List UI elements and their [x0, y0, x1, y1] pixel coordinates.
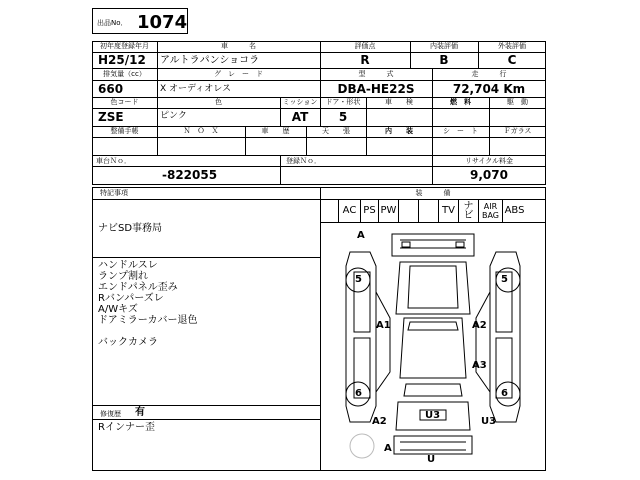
- damage-right-front-door: A2: [472, 320, 487, 331]
- reg-no-label: 登録Ｎｏ．: [286, 157, 321, 165]
- color-value: ピンク: [160, 111, 187, 121]
- grade-value: X オーディオレス: [160, 84, 232, 94]
- recycle-label: リサイクル料金: [464, 157, 514, 165]
- model-name-label: 車 名: [221, 42, 256, 50]
- remark-item: Rバンパーズレ: [98, 293, 164, 304]
- repair-note: Rインナー歪: [98, 422, 155, 433]
- drive-label: 駆 動: [507, 98, 528, 106]
- sunroof-label: 天 張: [322, 127, 350, 135]
- remark-item: ハンドルスレ: [98, 260, 158, 271]
- mission-value: AT: [291, 110, 309, 124]
- damage-front: A: [357, 230, 365, 241]
- doors-label: ドア・形状: [325, 98, 361, 106]
- equipment-item: AIR BAG: [478, 199, 502, 222]
- first-reg-label: 初年度登録年月: [100, 42, 149, 50]
- equipment-item: [418, 199, 438, 222]
- fuel-label: 燃 料: [450, 98, 471, 106]
- damage-right-front-wheel: 5: [501, 274, 508, 285]
- model-type-value: DBA-HE22S: [337, 82, 415, 96]
- damage-left-front-wheel: 5: [355, 274, 362, 285]
- equipment-item: [398, 199, 418, 222]
- lot-number: 1074: [137, 12, 188, 33]
- inspection-label: 車 検: [385, 98, 413, 106]
- first-reg-value: H25/12: [98, 53, 146, 67]
- history-label: 車 歴: [261, 127, 290, 135]
- remark-item: エンドパネル歪み: [98, 282, 178, 293]
- equipment-item: PW: [378, 199, 398, 222]
- damage-rear-bumper: U: [427, 454, 436, 465]
- damage-right-rear-wheel: 6: [501, 388, 508, 399]
- chassis-no-label: 車台Ｎｏ．: [96, 157, 131, 165]
- mileage-value: 72,704 Km: [452, 82, 526, 96]
- damage-left-front-door: A1: [376, 320, 391, 331]
- damage-rear-bottom: A: [384, 443, 392, 454]
- interior-eval-value: B: [439, 53, 449, 67]
- eval-score-label: 評価点: [354, 42, 376, 50]
- equipment-item: ナビ: [458, 199, 478, 222]
- eval-score-value: R: [360, 53, 370, 67]
- model-type-label: 型 式: [358, 70, 394, 78]
- damage-right-rear-quarter: U3: [481, 416, 497, 427]
- remarks-label: 特記事項: [100, 189, 128, 197]
- color-code-value: ZSE: [98, 110, 124, 124]
- maintenance-label: 整備手帳: [110, 127, 139, 135]
- mileage-label: 走 行: [471, 70, 507, 78]
- equipment-item: TV: [438, 199, 458, 222]
- damage-right-rear-door: A3: [472, 360, 487, 371]
- lot-number-box: [92, 8, 188, 34]
- interior-label: 内 装: [385, 127, 413, 135]
- color-label: 色: [215, 98, 222, 106]
- mission-label: ミッション: [282, 98, 318, 106]
- displacement-label: 排気量（cc）: [103, 70, 146, 78]
- displacement-value: 660: [98, 82, 124, 96]
- damage-left-rear-quarter: A2: [372, 416, 387, 427]
- damage-left-rear-wheel: 6: [355, 388, 362, 399]
- chassis-no-value: -822055: [162, 168, 218, 182]
- remark-item: A/Wキズ: [98, 304, 138, 315]
- remarks-top-line: ナビSD事務局: [98, 223, 163, 234]
- repair-history-value: 有: [135, 407, 145, 418]
- exterior-eval-label: 外装評価: [498, 42, 526, 50]
- equipment-item: AC: [338, 199, 360, 222]
- seat-label: シ ー ト: [443, 127, 478, 135]
- equipment-row: [320, 199, 546, 222]
- equipment-item: ABS: [502, 199, 526, 222]
- nox-label: Ｎ Ｏ Ｘ: [183, 127, 219, 135]
- exterior-eval-value: C: [507, 53, 517, 67]
- color-code-label: 色コード: [110, 98, 139, 106]
- equipment-label: 装 備: [415, 189, 451, 197]
- repair-history-label: 修復歴: [100, 410, 121, 418]
- car-diagram: [320, 222, 546, 470]
- grade-label: グ レ ー ド: [214, 70, 263, 78]
- doors-value: 5: [338, 110, 348, 124]
- recycle-value: 9,070: [470, 168, 508, 182]
- lot-label: 出品No．: [97, 19, 128, 27]
- remark-item: ドアミラーカバー退色: [98, 315, 198, 326]
- f-glass-label: Ｆガラス: [503, 127, 532, 135]
- interior-eval-label: 内装評価: [430, 42, 458, 50]
- remarks-list: [98, 260, 198, 326]
- remark-item: ランプ割れ: [98, 271, 148, 282]
- model-name-value: アルトラパンショコラ: [160, 55, 260, 66]
- remarks-bottom-line: バックカメラ: [98, 337, 158, 348]
- damage-rear-panel: U3: [425, 410, 441, 421]
- equipment-item: PS: [360, 199, 378, 222]
